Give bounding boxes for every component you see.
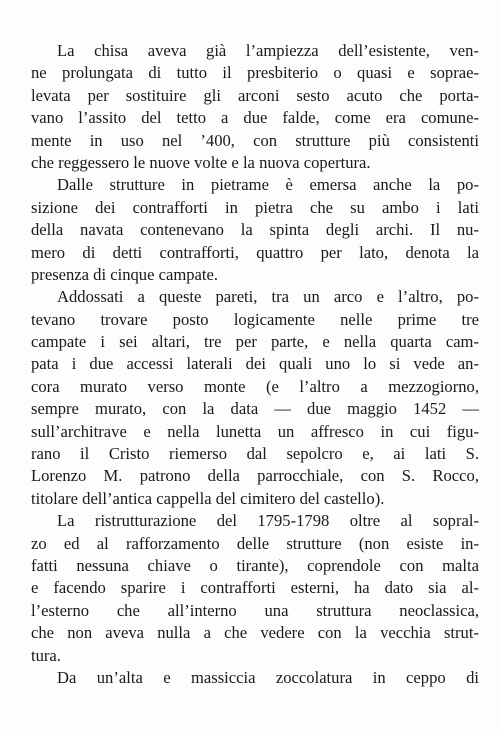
text-line: sizione dei contrafforti in pietra che su ambo i lati	[31, 197, 479, 217]
text-line: campate i sei altari, tre per parte, e nella quarta cam-	[31, 332, 479, 352]
text-line: l’esterno che all’interno una struttura neoclassica,	[31, 600, 479, 620]
text-line: La ristrutturazione del 1795-1798 oltre al sopral-	[57, 511, 479, 531]
text-line: sull’architrave e nella lunetta un affresco in cui figu-	[31, 421, 479, 441]
text-line: mero di detti contrafforti, quattro per lato, denota la	[31, 242, 479, 262]
paragraph-5	[31, 667, 479, 689]
text-line: cora murato verso monte (e l’altro a mezzogiorno,	[31, 376, 479, 396]
paragraph-2	[31, 174, 479, 286]
text-line: della navata contenevano la spinta degli archi. Il nu-	[31, 220, 479, 240]
text-line: rano il Cristo riemerso dal sepolcro e, ai lati S.	[31, 444, 479, 464]
text-line: tevano trovare posto logicamente nelle prime tre	[31, 309, 479, 329]
paragraph-3	[31, 286, 479, 510]
text-line: pata i due accessi laterali dei quali uno lo si vede an-	[31, 354, 479, 374]
text-line: Da un’alta e massiccia zoccolatura in ceppo di	[57, 667, 479, 687]
paragraph-4	[31, 510, 479, 667]
text-line: zo ed al rafforzamento delle strutture (non esiste in-	[31, 533, 479, 553]
text-line: tura.	[31, 645, 61, 665]
text-line: presenza di cinque campate.	[31, 264, 219, 284]
text-line: e facendo sparire i contrafforti esterni, ha dato sia al-	[31, 578, 479, 598]
paragraph-1	[31, 40, 479, 174]
text-line: La chisa aveva già l’ampiezza dell’esistente, ven-	[57, 41, 479, 60]
text-line: levata per sostituire gli arconi sesto acuto che porta-	[31, 85, 479, 105]
text-line: vano l’assito del tetto a due falde, come era comune-	[31, 108, 479, 128]
text-line: Lorenzo M. patrono della parrocchiale, con S. Rocco,	[31, 466, 479, 486]
text-line: sempre murato, con la data — due maggio 1452 —	[31, 399, 479, 419]
text-line: che non aveva nulla a che vedere con la vecchia strut-	[31, 623, 479, 643]
text-line: ne prolungata di tutto il presbiterio o quasi e soprae-	[31, 63, 479, 83]
text-line: Addossati a queste pareti, tra un arco e l’altro, po-	[57, 287, 479, 307]
text-line: titolare dell’antica cappella del cimitero del castello).	[31, 488, 385, 508]
body-text	[31, 40, 479, 689]
text-line: fatti nessuna chiave o tirante), coprendole con malta	[31, 555, 479, 575]
text-line: mente in uso nel ’400, con strutture più consistenti	[31, 130, 479, 150]
text-line: Dalle strutture in pietrame è emersa anche la po-	[57, 175, 479, 195]
text-line: che reggessero le nuove volte e la nuova copertura.	[31, 152, 371, 172]
